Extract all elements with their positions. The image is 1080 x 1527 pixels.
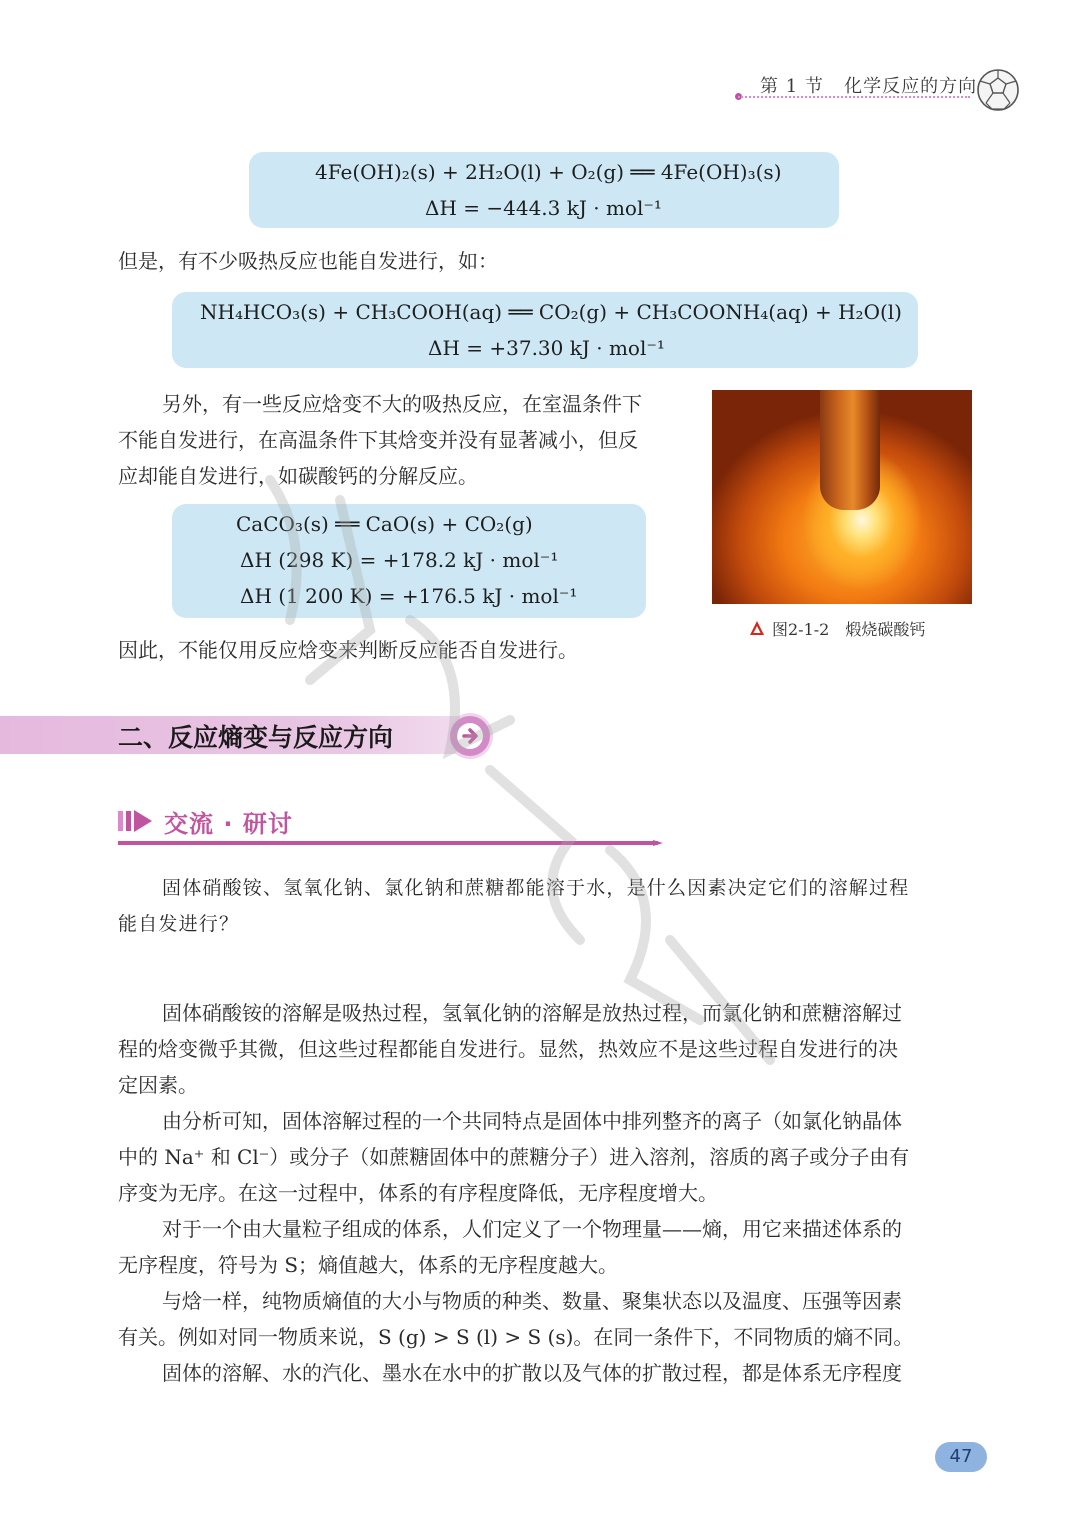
formula-3-enthalpy-1200: ΔH (1 200 K) = +176.5 kJ · mol⁻¹ — [240, 584, 578, 608]
text-conclusion: 因此，不能仅用反应焓变来判断反应能否自发进行。 — [118, 638, 578, 662]
paragraph-line: 对于一个由大量粒子组成的体系，人们定义了一个物理量——熵，用它来描述体系的 — [162, 1217, 902, 1241]
formula-3-enthalpy-298: ΔH (298 K) = +178.2 kJ · mol⁻¹ — [240, 548, 559, 572]
running-header — [760, 72, 977, 98]
header-section: 第 1 节 — [760, 76, 824, 97]
header-title: 化学反应的方向 — [844, 76, 978, 97]
section-arrow-icon — [450, 716, 490, 756]
paragraph-high-temp — [118, 386, 642, 494]
text-endothermic-intro: 但是，有不少吸热反应也能自发进行，如： — [118, 249, 498, 273]
paragraph-line: 固体硝酸铵、氢氧化钠、氯化钠和蔗糖都能溶于水，是什么因素决定它们的溶解过程 — [162, 877, 910, 899]
paragraph-line: 程的焓变微乎其微，但这些过程都能自发进行。显然，热效应不是这些过程自发进行的决 — [118, 1037, 898, 1061]
discussion-title: 交流 · 研讨 — [164, 810, 293, 838]
paragraph-line: 中的 Na⁺ 和 Cl⁻）或分子（如蔗糖固体中的蔗糖分子）进入溶剂，溶质的离子或分子由有 — [118, 1145, 910, 1169]
formula-1-enthalpy: ΔH = −444.3 kJ · mol⁻¹ — [425, 196, 662, 220]
discussion-rule — [118, 840, 663, 846]
body-text — [118, 995, 913, 1391]
formula-box-2 — [172, 292, 918, 368]
formula-2-equation: NH₄HCO₃(s) + CH₃COOH(aq) ══ CO₂(g) + CH₃COONH₄(aq) + H₂O(l) — [200, 300, 902, 324]
formula-1-equation: 4Fe(OH)₂(s) + 2H₂O(l) + O₂(g) ══ 4Fe(OH)₃(s) — [315, 160, 782, 184]
paragraph-line: 应却能自发进行，如碳酸钙的分解反应。 — [118, 464, 478, 488]
paragraph-line: 序变为无序。在这一过程中，体系的有序程度降低，无序程度增大。 — [118, 1181, 718, 1205]
paragraph-line: 与焓一样，纯物质熵值的大小与物质的种类、数量、聚集状态以及温度、压强等因素 — [162, 1289, 902, 1313]
section-title: 二、反应熵变与反应方向 — [118, 723, 394, 752]
header-rule — [738, 96, 970, 98]
figure-caption: 图2-1-2 煅烧碳酸钙 — [772, 620, 926, 639]
paragraph-line: 定因素。 — [118, 1073, 198, 1097]
formula-box-3 — [172, 504, 646, 618]
formula-3-equation: CaCO₃(s) ══ CaO(s) + CO₂(g) — [236, 512, 533, 536]
discussion-icon — [118, 808, 152, 834]
paragraph-line: 能自发进行？ — [118, 913, 240, 935]
paragraph-line: 不能自发进行，在高温条件下其焓变并没有显著减小，但反 — [118, 428, 638, 452]
discussion-question — [118, 870, 909, 942]
page-number: 47 — [935, 1442, 987, 1472]
formula-2-enthalpy: ΔH = +37.30 kJ · mol⁻¹ — [428, 336, 665, 360]
paragraph-line: 有关。例如对同一物质来说，S (g) > S (l) > S (s)。在同一条件下，不同物质的熵不同。 — [118, 1325, 914, 1349]
paragraph-line: 固体硝酸铵的溶解是吸热过程，氢氧化钠的溶解是放热过程，而氯化钠和蔗糖溶解过 — [162, 1001, 902, 1025]
formula-box-1 — [249, 152, 839, 228]
paragraph-line: 无序程度，符号为 S；熵值越大，体系的无序程度越大。 — [118, 1253, 619, 1277]
paragraph-line: 另外，有一些反应焓变不大的吸热反应，在室温条件下 — [162, 392, 642, 416]
paragraph-line: 固体的溶解、水的汽化、墨水在水中的扩散以及气体的扩散过程，都是体系无序程度 — [162, 1361, 902, 1385]
photo-furnace-pipe — [820, 390, 880, 510]
fullerene-icon — [976, 68, 1020, 112]
paragraph-line: 由分析可知，固体溶解过程的一个共同特点是固体中排列整齐的离子（如氯化钠晶体 — [162, 1109, 902, 1133]
figure-triangle-icon — [749, 620, 765, 636]
